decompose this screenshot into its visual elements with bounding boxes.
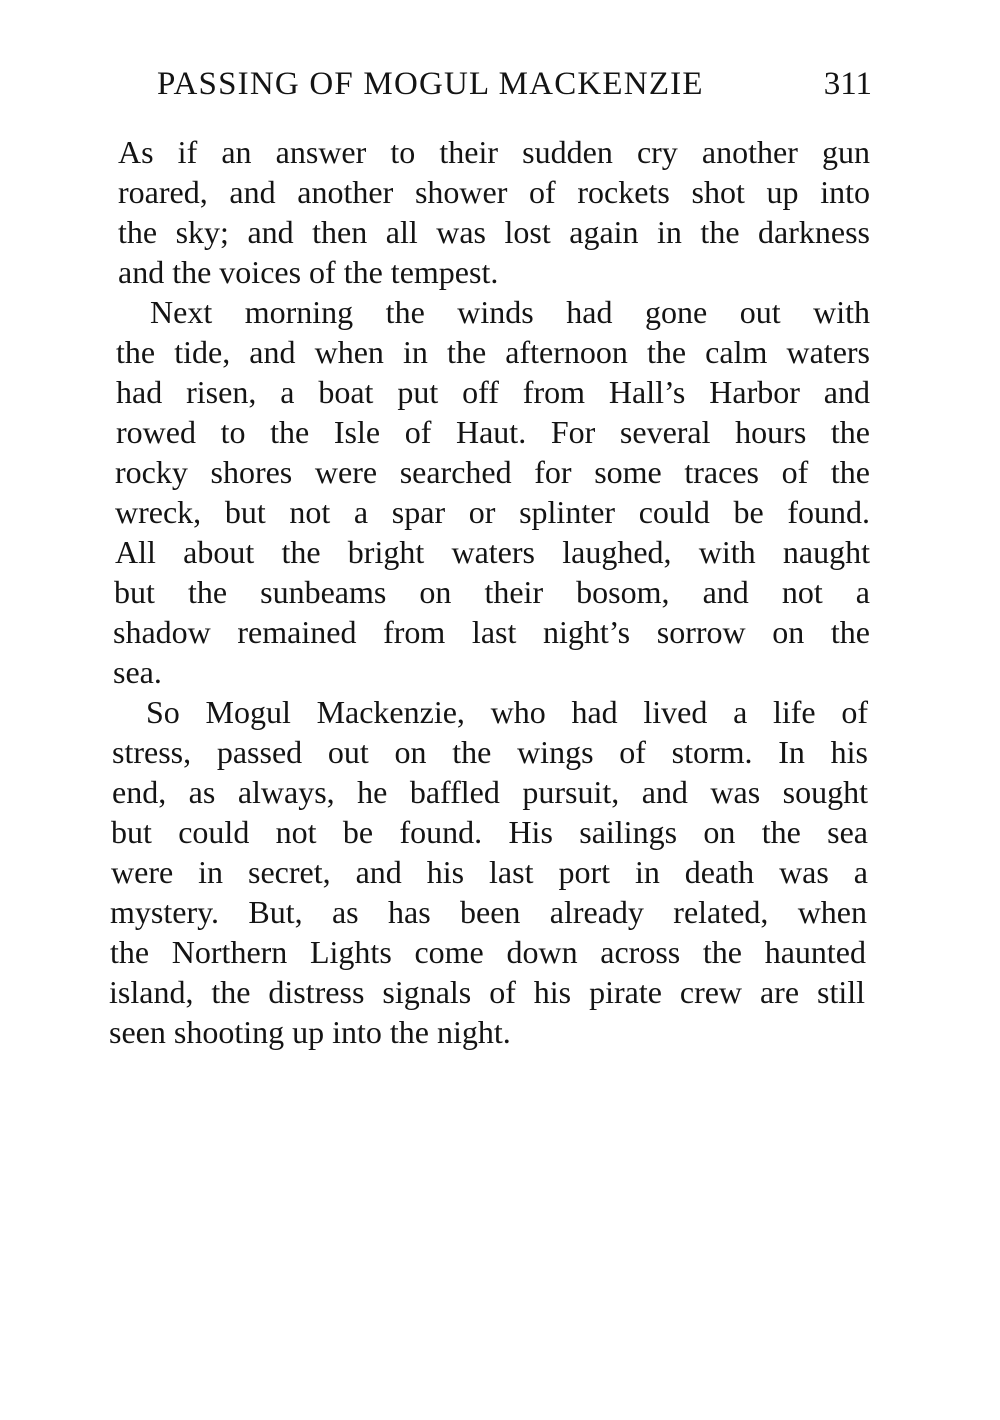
- paragraph-2-line-4: rowed to the Isle of Haut. For several hours the: [116, 414, 870, 450]
- running-head: [157, 62, 872, 106]
- paragraph-1-line-2: roared, and another shower of rockets shot up into: [118, 174, 870, 210]
- paragraph-2-line-1: Next morning the winds had gone out with: [150, 294, 870, 330]
- paragraph-3-line-1: So Mogul Mackenzie, who had lived a life of: [146, 694, 868, 730]
- paragraph-3-line-9: seen shooting up into the night.: [109, 1014, 511, 1050]
- paragraph-1-line-1: As if an answer to their sudden cry another gun: [118, 134, 870, 170]
- paragraph-3-line-2: stress, passed out on the wings of storm. In his: [112, 734, 868, 770]
- paragraph-3-line-8: island, the distress signals of his pirate crew are still: [109, 974, 865, 1010]
- paragraph-2-line-7: All about the bright waters laughed, with naught: [115, 534, 870, 570]
- paragraph-3-line-6: mystery. But, as has been already related, when: [110, 894, 867, 930]
- paragraph-3-line-7: the Northern Lights come down across the haunted: [110, 934, 866, 970]
- paragraph-3-line-4: but could not be found. His sailings on the sea: [111, 814, 868, 850]
- paragraph-3-line-3: end, as always, he baffled pursuit, and was sought: [112, 774, 868, 810]
- running-title: PASSING OF MOGUL MACKENZIE: [157, 66, 704, 102]
- page-number: 311: [823, 66, 872, 102]
- paragraph-2-line-10: sea.: [113, 654, 162, 690]
- paragraph-2-line-3: had risen, a boat put off from Hall’s Harbor and: [116, 374, 870, 410]
- paragraph-2-line-9: shadow remained from last night’s sorrow on the: [113, 614, 870, 650]
- paragraph-3-line-5: were in secret, and his last port in death was a: [111, 854, 868, 890]
- paragraph-1-line-4: and the voices of the tempest.: [118, 254, 499, 290]
- paragraph-2-line-8: but the sunbeams on their bosom, and not a: [114, 574, 870, 610]
- paragraph-2-line-2: the tide, and when in the afternoon the calm waters: [116, 334, 870, 370]
- paragraph-2-line-6: wreck, but not a spar or splinter could be found.: [115, 494, 870, 530]
- paragraph-2-line-5: rocky shores were searched for some traces of the: [115, 454, 870, 490]
- paragraph-1-line-3: the sky; and then all was lost again in the darkness: [118, 214, 870, 250]
